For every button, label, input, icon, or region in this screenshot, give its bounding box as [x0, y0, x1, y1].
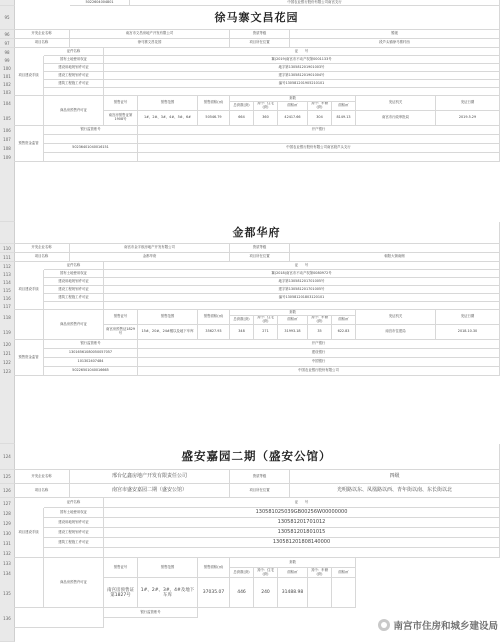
row-number: 121: [0, 349, 15, 359]
spacer-block: [0, 162, 500, 222]
row-number: 118: [0, 310, 15, 326]
build-value: 编号130581201803120101: [104, 294, 500, 302]
qualification-value: 暂级: [290, 30, 500, 39]
location-value: 光明路以东、凤凰路以西、青年街以南、东长街以北: [290, 484, 500, 498]
bank-cell: 中国农业银行股份有限公司南宫支行: [130, 0, 500, 6]
blank-cell: [138, 135, 500, 144]
presale-area: 50546.79: [198, 111, 230, 126]
suite-header: 套数: [230, 558, 356, 568]
blank-cell: [104, 548, 500, 558]
blank-cell: [44, 548, 104, 558]
house-suites: 271: [254, 325, 278, 340]
row-number: 127: [0, 498, 15, 509]
section-title: 金都华府: [14, 222, 500, 244]
watermark-text: 南宫市住房和城乡建设局: [393, 621, 498, 632]
row-number: 129: [0, 518, 15, 529]
bank-name-header: 开户银行: [138, 340, 500, 349]
qualification-value: 四级: [290, 470, 500, 484]
blank-cell: [14, 558, 44, 608]
row-number: 114: [0, 278, 15, 287]
plan-value: 地字第130581201701005号: [104, 278, 500, 286]
developer-value: 邢台亿鑫房地产开发有限责任公司: [70, 470, 230, 484]
build-label: 建筑工程施工许可证: [44, 80, 104, 88]
bank-name-header: 开户银行: [138, 126, 500, 135]
build-label: 建筑工程施工许可证: [44, 538, 104, 548]
house-area-header: 面积㎡: [278, 316, 308, 325]
spacer-block: [0, 376, 500, 444]
project-label: 项目名称: [14, 39, 70, 48]
plan-value: 地字第130581201901003号: [104, 64, 500, 72]
presale-no: 南宫房预售证1829号: [104, 325, 138, 340]
row-number: 113: [0, 270, 15, 279]
shop-header: 其中：车储(套): [308, 102, 332, 111]
row-number: 112: [0, 262, 15, 271]
land-label: 国有土地使用权证: [44, 270, 104, 278]
presale-area: 35627.93: [198, 325, 230, 340]
total-header: 总套数(套): [230, 316, 254, 325]
developer-label: 开发企业名称: [14, 470, 70, 484]
developer-row: [0, 244, 500, 253]
total-suites: 348: [230, 325, 254, 340]
shop-area: 622.83: [332, 325, 356, 340]
blank-cell: [138, 153, 500, 162]
row-number: [0, 376, 15, 444]
row-number: 107: [0, 135, 15, 145]
shop-suites: 35: [308, 325, 332, 340]
scope-header: 预售范围: [138, 310, 198, 325]
build-value: 编号130581201905210101: [104, 80, 500, 88]
blank-cell: [104, 302, 500, 310]
project-value: 南宫市盛安嘉园二期（盛安公馆）: [70, 484, 230, 498]
cert-no-header: 证 号: [104, 498, 500, 508]
row-number: 96: [0, 30, 15, 39]
total-suites: 446: [230, 578, 254, 608]
blank-cell: [14, 96, 44, 126]
row-number: [0, 222, 15, 244]
bank-name: 中国银行: [138, 358, 500, 367]
row-number: 106: [0, 126, 15, 136]
blank-cell: [44, 88, 104, 96]
date-header: 发证日期: [436, 310, 500, 325]
build-value: 130581201808140000: [104, 538, 500, 548]
row-number: [0, 162, 15, 222]
scope-header: 预售范围: [138, 96, 198, 111]
shop-area-header: 面积㎡: [332, 102, 356, 111]
bank-account: 101302407484: [44, 358, 138, 367]
row-number: 111: [0, 253, 15, 262]
cert-name-header: 证件名称: [44, 498, 104, 508]
row-number: 108: [0, 144, 15, 154]
row-number: 119: [0, 325, 15, 341]
blank-cell: [104, 88, 500, 96]
bank-account-header: 银行监管账号: [44, 340, 138, 349]
land-label: 国有土地使用权证: [44, 56, 104, 64]
issuer-header: 发证机关: [356, 96, 436, 111]
area-header: 预售面积(㎡): [198, 558, 230, 578]
row-number: 123: [0, 367, 15, 377]
bank-name: 中国农业银行股份有限公司: [138, 367, 500, 376]
row-number: 133: [0, 558, 15, 569]
blank-cell: [44, 153, 138, 162]
proj-label: 建设工程规划许可证: [44, 286, 104, 294]
row-number: 128: [0, 508, 15, 519]
fund-label: 预售资金监管: [14, 126, 44, 162]
bank-name: 建设银行: [138, 349, 500, 358]
row-number: 125: [0, 470, 15, 484]
permit-group: [0, 262, 500, 310]
issue-date: 2018.10.30: [436, 325, 500, 340]
permit-group: [0, 48, 500, 96]
section-title-row: [0, 6, 500, 30]
plan-label: 建设用地规划许可证: [44, 518, 104, 528]
qualification-label: 资质等级: [230, 244, 290, 253]
presale-no-header: 预售证号: [104, 310, 138, 325]
plan-value: 130581201701012: [104, 518, 500, 528]
fund-label: 预售资金监管: [14, 340, 44, 376]
shop-suites: 304: [308, 111, 332, 126]
group-label: 项目建设手续: [14, 270, 44, 310]
blank-cell: [44, 135, 138, 144]
scope-header: 预售范围: [138, 558, 198, 578]
fund-block: [0, 340, 500, 376]
land-value: 冀(2019)南宫市不动产权第0001133号: [104, 56, 500, 64]
issue-date: 2019.5.29: [436, 111, 500, 126]
suite-header: 套数: [230, 310, 356, 316]
shop-area-header: 面积㎡: [332, 568, 356, 578]
location-value: 段芦头镇徐马寨村西: [290, 39, 500, 48]
fund-block: [0, 126, 500, 162]
row-number: 95: [0, 6, 15, 30]
bank-account-header: 银行监管账号: [44, 126, 138, 135]
blank-cell: [14, 608, 104, 628]
row-number: 132: [0, 548, 15, 559]
project-value: 徐马寨文昌花园: [70, 39, 230, 48]
proj-value: 建字第130581201701005号: [104, 286, 500, 294]
presale-scope: 1#、2#、3#、4#、5#、6#: [138, 111, 198, 126]
project-label: 项目名称: [14, 253, 70, 262]
cert-no-header: 证 号: [104, 48, 500, 56]
account-cell: 5022604004801: [70, 0, 130, 6]
project-value: 金都华府: [70, 253, 230, 262]
row-number: 134: [0, 568, 15, 579]
row-number: 116: [0, 294, 15, 303]
project-label: 项目名称: [14, 484, 70, 498]
suite-header: 套数: [230, 96, 356, 102]
house-area-header: 面积㎡: [278, 568, 308, 578]
group-label: 项目建设手续: [14, 508, 44, 558]
house-suites: 360: [254, 111, 278, 126]
wechat-logo-icon: [378, 619, 390, 631]
row-number: 105: [0, 111, 15, 127]
cert-name-header: 证件名称: [44, 48, 104, 56]
plan-label: 建设用地规划许可证: [44, 278, 104, 286]
bank-name: 中国农业银行股份有限公司南宫段芦头支行: [138, 144, 500, 153]
qualification-value: [290, 244, 500, 253]
project-row: [0, 39, 500, 48]
shop-header: 其中：车储(套): [308, 316, 332, 325]
shop-area: 8149.13: [332, 111, 356, 126]
row-number: 131: [0, 538, 15, 549]
row-number: 101: [0, 72, 15, 81]
presale-no: 南宫房预售证第1827号: [104, 578, 138, 608]
issuer: 南宫市住建局: [356, 325, 436, 340]
plan-label: 建设用地规划许可证: [44, 64, 104, 72]
shop-header: 其中：车储(套): [308, 568, 332, 578]
row-number: 120: [0, 340, 15, 350]
row-number: 110: [0, 244, 15, 253]
proj-value: 130581201801015: [104, 528, 500, 538]
land-label: 国有土地使用权证: [44, 508, 104, 518]
row-number: 135: [0, 578, 15, 609]
group-label: 项目建设手续: [14, 56, 44, 96]
total-header: 总套数(套): [230, 568, 254, 578]
section-title-row: [0, 222, 500, 244]
presale-no: 南宫房预售证第1908号: [104, 111, 138, 126]
project-row: [0, 253, 500, 262]
issuer: 南宫市行政审批局: [356, 111, 436, 126]
watermark: [378, 614, 498, 636]
blank-cell: [14, 310, 44, 340]
house-header: 其中：住宅(套): [254, 316, 278, 325]
house-suites: 240: [254, 578, 278, 608]
row-number: 109: [0, 153, 15, 163]
location-label: 项目所在位置: [230, 484, 290, 498]
developer-label: 开发企业名称: [14, 244, 70, 253]
developer-row: [0, 470, 500, 484]
location-label: 项目所在位置: [230, 253, 290, 262]
developer-label: 开发企业名称: [14, 30, 70, 39]
row-number: 98: [0, 48, 15, 57]
row-number: [0, 628, 15, 642]
developer-row: [0, 30, 500, 39]
qualification-label: 资质等级: [230, 30, 290, 39]
house-area-header: 面积㎡: [278, 102, 308, 111]
house-area: 42417.66: [278, 111, 308, 126]
row-number: 130: [0, 528, 15, 539]
land-value: 130581025039GB00256W00000000: [104, 508, 500, 518]
area-header: 预售面积(㎡): [198, 96, 230, 111]
blank-cell: [44, 302, 104, 310]
proj-label: 建设工程规划许可证: [44, 72, 104, 80]
presale-no-header: 预售证号: [104, 558, 138, 578]
permit-group: [0, 498, 500, 558]
row-number: 103: [0, 88, 15, 97]
row-number: 115: [0, 286, 15, 295]
presale-block: [0, 96, 500, 126]
proj-value: 建字第130581201901004号: [104, 72, 500, 80]
cert-no-header: 证 号: [104, 262, 500, 270]
presale-scope: 15#、20#、24#楼以及地下车库: [138, 325, 198, 340]
row-number: 126: [0, 484, 15, 498]
issuer-header: 发证机关: [356, 310, 436, 325]
presale-block: [0, 310, 500, 340]
bank-account: 13016561080050057057: [44, 349, 138, 358]
bank-account: 50226501040016665: [44, 367, 138, 376]
presale-scope: 1#、2#、3#、4#及地下车库: [138, 578, 198, 608]
project-row: [0, 484, 500, 498]
row-number: 99: [0, 56, 15, 65]
developer-value: 南宫市文昌房地产开发有限公司: [70, 30, 230, 39]
blank-cell: [332, 578, 356, 608]
row-number: 104: [0, 96, 15, 112]
total-header: 总套数(套): [230, 102, 254, 111]
presale-label: 商品房预售许可证: [44, 96, 104, 126]
area-header: 预售面积(㎡): [198, 310, 230, 325]
developer-value: 南宫市金宇欧房地产开发有限公司: [70, 244, 230, 253]
row-number: 97: [0, 39, 15, 48]
section-title: 盛安嘉园二期（盛安公馆）: [14, 444, 500, 470]
bank-account: 50236401040016151: [44, 144, 138, 153]
row-number: 117: [0, 302, 15, 311]
section-title: 徐马寨文昌花园: [14, 6, 500, 30]
row-number: 122: [0, 358, 15, 368]
qualification-label: 资质等级: [230, 470, 290, 484]
presale-label: 商品房预售许可证: [44, 310, 104, 340]
bank-account-header: 银行监管账号: [104, 608, 198, 618]
row-number: 102: [0, 80, 15, 89]
blank-cell: [308, 578, 332, 608]
date-header: 发证日期: [436, 96, 500, 111]
house-header: 其中：住宅(套): [254, 568, 278, 578]
cert-name-header: 证件名称: [44, 262, 104, 270]
location-value: 朝阳大街南侧: [290, 253, 500, 262]
row-number: 136: [0, 608, 15, 629]
house-header: 其中：住宅(套): [254, 102, 278, 111]
location-label: 项目所在位置: [230, 39, 290, 48]
land-value: 冀(2018)南宫市不动产权第0080972号: [104, 270, 500, 278]
build-label: 建筑工程施工许可证: [44, 294, 104, 302]
presale-area: 37035.07: [198, 578, 230, 608]
section-title-row: [0, 444, 500, 470]
presale-label: 商品房预售许可证: [44, 558, 104, 608]
presale-no-header: 预售证号: [104, 96, 138, 111]
house-area: 31488.98: [278, 578, 308, 608]
house-area: 31993.18: [278, 325, 308, 340]
row-number: 124: [0, 444, 15, 470]
total-suites: 664: [230, 111, 254, 126]
row-number: 100: [0, 64, 15, 73]
shop-area-header: 面积㎡: [332, 316, 356, 325]
proj-label: 建设工程规划许可证: [44, 528, 104, 538]
